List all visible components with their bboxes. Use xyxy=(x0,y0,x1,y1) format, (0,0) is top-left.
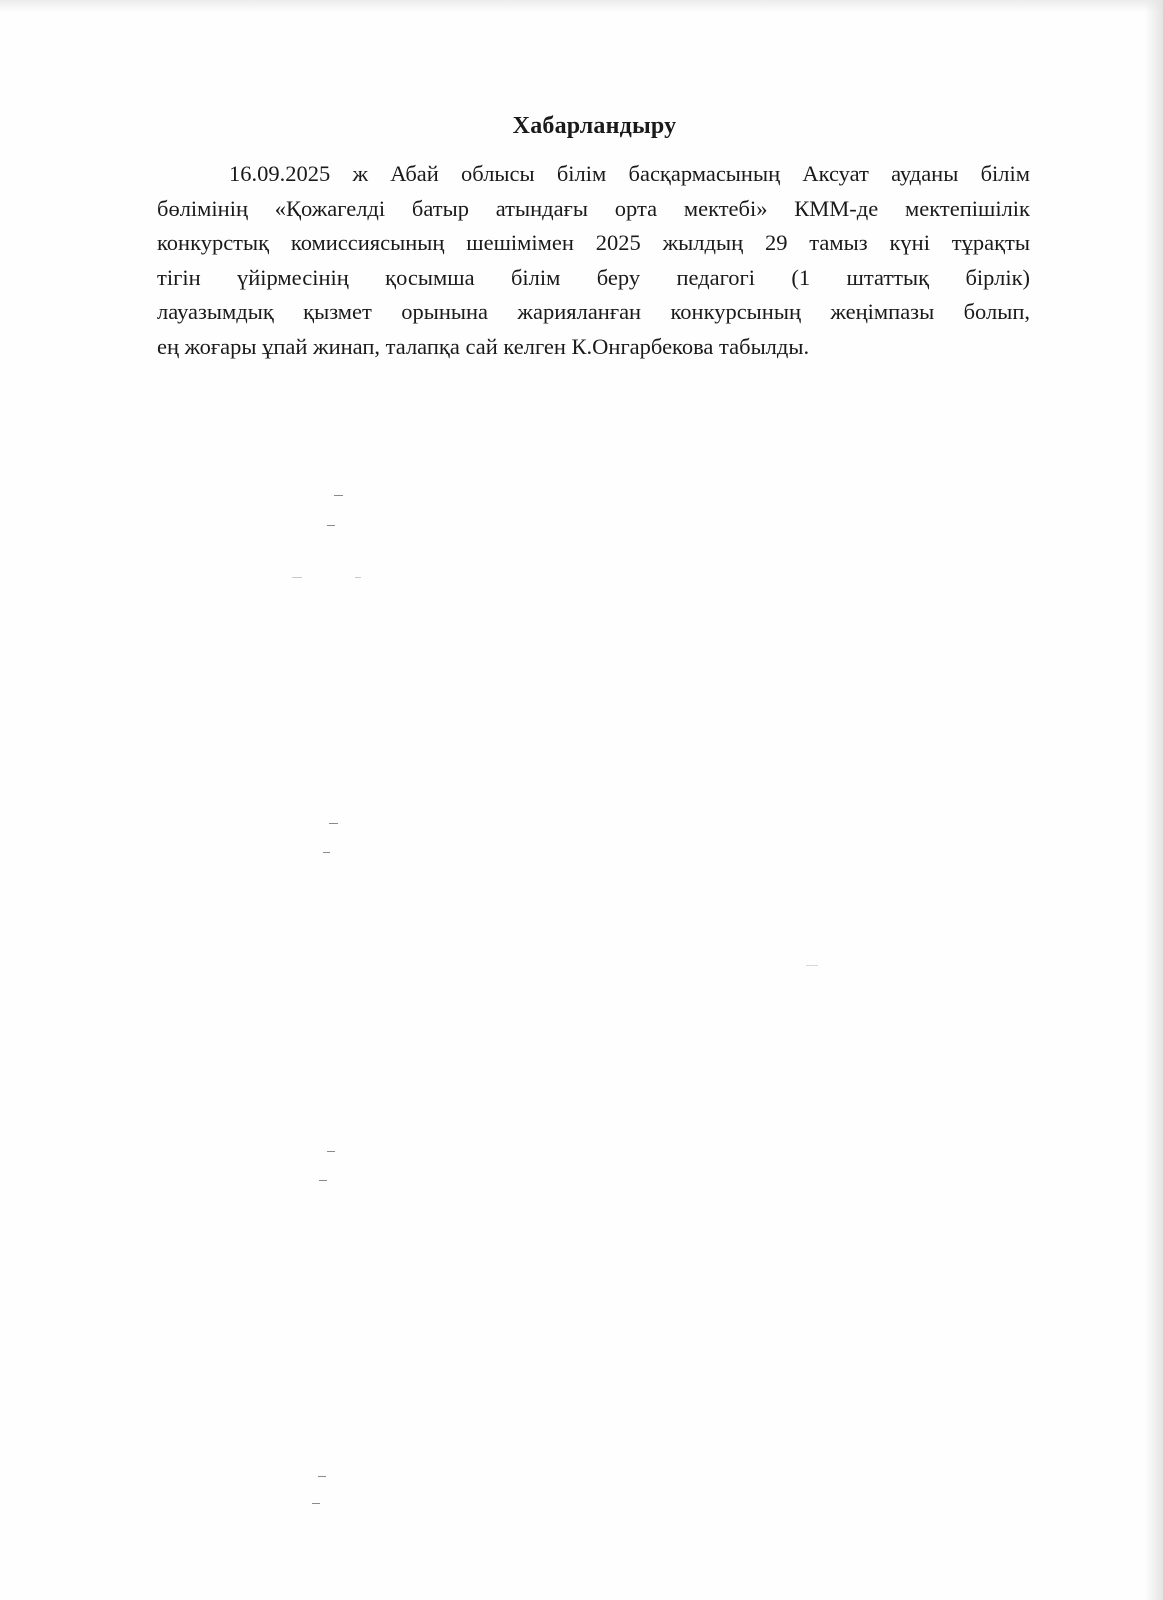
body-line: бөлімінің «Қожагелді батыр атындағы орта мектебі» КММ-де мектепішілік xyxy=(157,195,1030,221)
scan-artifact xyxy=(327,525,335,526)
scan-artifact xyxy=(327,1151,335,1152)
scan-artifact xyxy=(323,852,330,853)
body-line: 16.09.2025 ж Абай облысы білім басқармасының Аксуат ауданы білім xyxy=(229,161,1030,186)
body-line: конкурстық комиссиясының шешімімен 2025 жылдың 29 тамыз күні тұрақты xyxy=(157,230,1030,255)
scan-artifact xyxy=(319,1180,327,1181)
announcement-body xyxy=(157,157,1030,364)
scan-artifact xyxy=(329,823,338,824)
body-line: тігін үйірмесінің қосымша білім беру педагогі (1 штаттық бірлік) xyxy=(157,264,1030,290)
body-line: ең жоғары ұпай жинап, талапқа сай келген К.Онгарбекова табылды. xyxy=(157,333,810,359)
document-title: Хабарландыру xyxy=(512,113,677,139)
scan-artifact xyxy=(355,577,361,578)
scan-edge-top xyxy=(0,0,1163,12)
scan-artifact xyxy=(806,965,818,966)
scan-artifact xyxy=(318,1476,326,1477)
scan-artifact xyxy=(312,1503,320,1504)
scan-artifact xyxy=(334,495,343,496)
body-line: лауазымдық қызмет орынына жарияланған конкурсының жеңімпазы болып, xyxy=(157,299,1030,324)
scan-artifact xyxy=(292,577,302,578)
scan-edge-right xyxy=(1145,0,1163,1600)
